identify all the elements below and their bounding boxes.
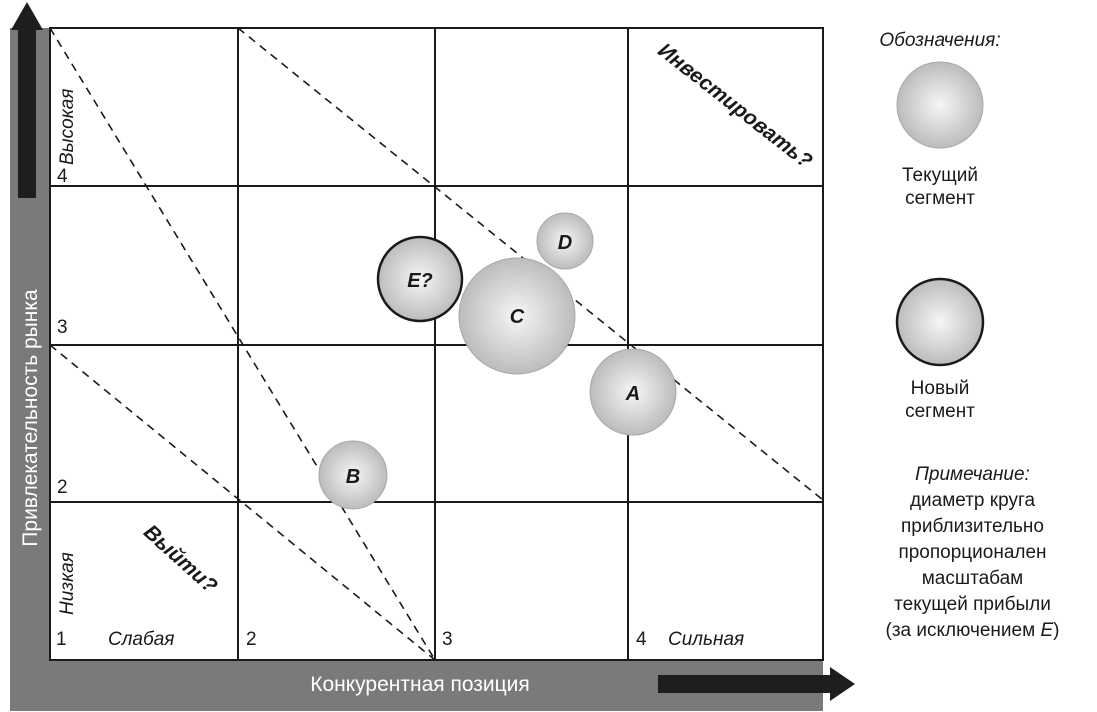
note-title: Примечание: (915, 464, 1030, 485)
note-line: текущей прибыли (894, 594, 1051, 615)
segment-c-label: C (509, 306, 525, 328)
note-last-line (850, 618, 1095, 644)
y-tick-4: 4 (57, 166, 68, 187)
legend-new-bubble (897, 279, 983, 365)
note-line: диаметр круга (909, 490, 1036, 511)
y-axis-title: Привлекательность рынка (19, 289, 42, 547)
y-high-label: Высокая (57, 88, 78, 165)
segment-d-label: D (557, 232, 573, 254)
segment-b-label: B (345, 466, 361, 488)
segment-E (378, 237, 462, 321)
note-line: (за исключением (885, 620, 1041, 641)
legend-current-label: Текущий сегмент (902, 165, 978, 209)
segment-a-label: A (625, 383, 641, 405)
y-tick-2: 2 (57, 477, 68, 498)
note-line: пропорционален (898, 542, 1047, 563)
x-axis-title: Конкурентная позиция (310, 673, 530, 696)
segment-B (319, 441, 387, 509)
segment-C (459, 258, 575, 374)
x-tick-2: 2 (246, 629, 257, 650)
exit-label: Выйти? (139, 520, 222, 598)
y-tick-3: 3 (57, 317, 68, 338)
note-line: приблизительно (901, 516, 1044, 537)
x-weak-label: Слабая (108, 629, 175, 650)
x-strong-label: Сильная (668, 629, 745, 650)
segment-e-label: E? (407, 270, 433, 292)
legend-current-bubble (897, 62, 983, 148)
note-line: масштабам (921, 568, 1024, 589)
legend-new-label: Новый сегмент (905, 378, 975, 422)
y-low-label: Низкая (57, 552, 78, 615)
legend-title: Обозначения: (879, 30, 1001, 51)
note-block (850, 462, 1095, 644)
note-emphasis: E (1040, 620, 1054, 641)
x-tick-4: 4 (636, 629, 647, 650)
segment-A (590, 349, 676, 435)
segment-D (537, 213, 593, 269)
x-tick-1: 1 (56, 629, 67, 650)
note-close: ) (1053, 620, 1060, 641)
invest-label: Инвестировать? (653, 38, 817, 174)
x-tick-3: 3 (442, 629, 453, 650)
